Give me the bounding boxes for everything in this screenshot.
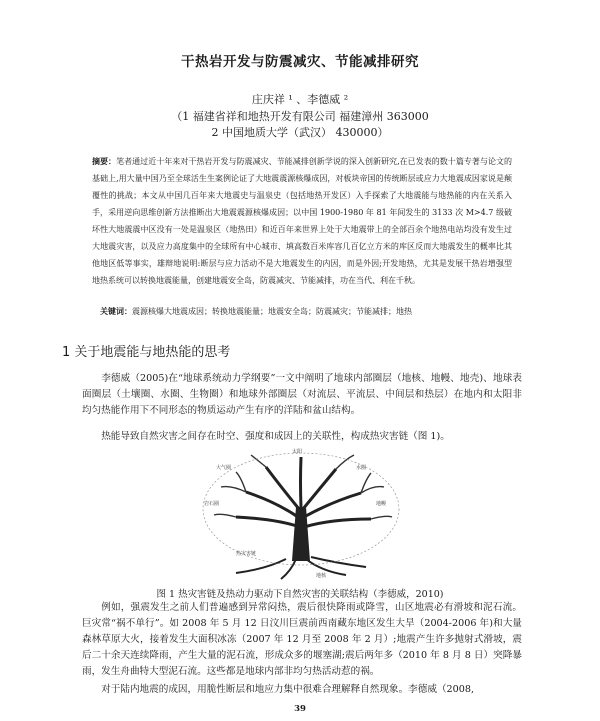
figure-label-mantle: 地幔 (376, 501, 387, 507)
paper-title: 干热岩开发与防震减灾、节能减排研究 (181, 54, 419, 70)
abstract (92, 153, 512, 289)
abstract-text: 笔者通过近十年来对干热岩开发与防震减灾、节能减排创新学说的深入创新研究,在已发表的数十篇专著与论文的基础上,用大量中国乃至全球活生生案例论证了大地震震源核爆成因，对板块帝国的传统断层或应力大地震成因家说是颠覆性的挑战；本文从中国几百年来大地震史与温泉史（包括地热开发区）入手探索了大地震能与地热能的内在关系入手，采用逆向思维创新方法推断出大地震震源核爆成因；以中国 1900-1980 年 81 年间发生的 3133 次 M>4.7 级破坏性大地震震中区没有一处是温泉区（地热田）和近百年来世界上处于大地震带上的全部百余个地热电站均没有发生过大地震灾害，以及应力高度集中的全球所有中心城市、填高数百米库容几百亿立方米的库区反而大地震发生的概率比其他地区低等事实，雄辩地说明:断层与应力活动不是大地震发生的内因，而是外因;开发地热，尤其是发展干热岩增强型地热系统可以转换地震能量，创建地震安全岛，防震减灾、节能减排，功在当代、利在千秋。 (92, 157, 513, 285)
keywords-text: 震源核爆大地震成因；转换地震能量；地震安全岛；防震减灾；节能减排；地热 (132, 307, 412, 316)
section-heading: 1 关于地震能与地热能的思考 (62, 345, 231, 360)
paragraph-4: 对于陆内地震的成因，用脆性断层和地应力集中很难合理解释自然现象。李德威（2008, (101, 684, 475, 695)
figure-label-hydrosphere: 水圈 (356, 465, 367, 471)
figure-1 (196, 447, 406, 581)
keywords-label: 关键词： (100, 307, 132, 316)
paragraph-1: 李德威（2005)在“地球系统动力学纲要”一文中阐明了地球内部圈层（地核、地幔、地壳)、地球表面圈层（土壤圈、水圈、生物圈）和地球外部圈层（对流层、平流层、中间层和热层）在地内和太阳非均匀热能作用下不同形态的物质运动产生有序的洋陆和盆山结构。 (82, 373, 522, 416)
figure-label-sun: 太阳 (292, 449, 303, 455)
affiliation-1: （1 福建省祥和地热开发有限公司 福建漳州 363000 (171, 110, 429, 123)
figure-label-chain: 热灾害链 (236, 551, 257, 557)
authors: 庄庆祥 ¹ 、李德威 ² (251, 93, 349, 106)
tree-diagram (196, 447, 406, 581)
affiliation-2: 2 中国地质大学（武汉） 430000） (211, 126, 389, 139)
paragraph-3: 例如，强震发生之前人们普遍感到异常闷热，震后很快降雨或降雪，山区地震必有滑坡和泥石流。巨灾常“祸不单行”。如 2008 年 5 月 12 日汶川巨震前西南藏东地区发生大旱（2004-2006 年)和大量森林草原大火，接着发生大面积冰冻（2007 年 12 月至 2008 年 2 月）;地震产生许多抛射式滑坡，震后二十余天连续降雨，产生大量的泥石流，形成众多的堰塞湖;震后两年多（2010 年 8 月 8 日）突降暴雨，发生舟曲特大型泥石流。这些都是地球内部非均匀热活动惹的祸。 (82, 602, 522, 677)
figure-label-atmosphere: 大气圈 (216, 465, 232, 471)
figure-label-core: 地核 (316, 573, 327, 579)
keywords (100, 306, 520, 317)
abstract-label: 摘要： (92, 157, 117, 166)
page-number: 39 (294, 704, 306, 714)
paragraph-2: 热能导致自然灾害之间存在时空、强度和成因上的关联性，构成热灾害链（图 1)。 (101, 431, 450, 442)
figure-caption: 图 1 热灾害链及热动力驱动下自然灾害的关联结构（李德威，2010) (156, 589, 444, 600)
figure-label-lithosphere: 岩石圈 (204, 501, 220, 507)
